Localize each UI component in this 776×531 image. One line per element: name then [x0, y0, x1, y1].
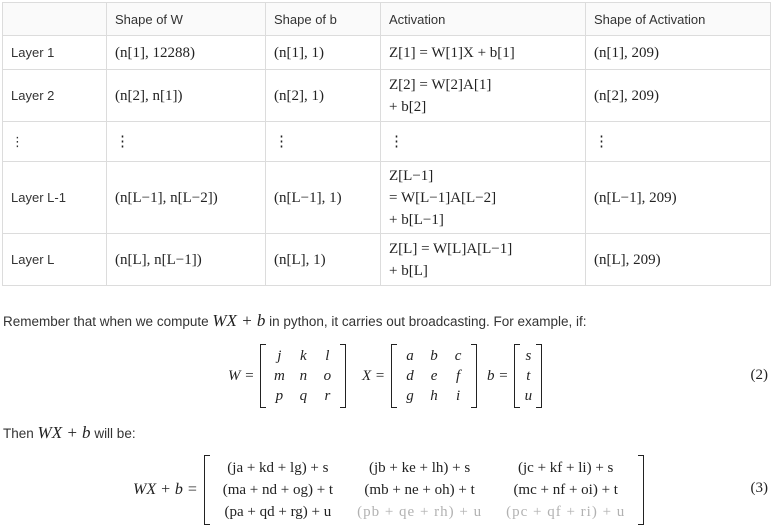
table-header-row — [3, 3, 771, 36]
paragraph-text: Remember that when we compute — [3, 314, 213, 329]
activation-formula — [381, 234, 586, 286]
activation-line: Z[1] = W[1]X + b[1] — [389, 44, 515, 61]
activation-line: + b[L−1] — [389, 211, 444, 228]
matrix-w-label: W = — [228, 367, 255, 384]
vector-b-body — [514, 344, 542, 408]
w-shape: (n[L], n[L−1]) — [107, 234, 266, 286]
matrix-cell: q — [299, 388, 308, 404]
matrix-cell: j — [277, 348, 282, 364]
matrix-cell: a — [406, 348, 414, 364]
activation-formula — [381, 70, 586, 122]
result-matrix-label: WX + b = — [133, 481, 198, 498]
inline-formula: WX + b — [212, 311, 266, 330]
matrix-cell: (pb + qe + rh) + u — [357, 504, 483, 520]
paragraph-text: in python, it carries out broadcasting. For example, if: — [265, 314, 587, 329]
matrix-cell: p — [275, 388, 284, 404]
w-shape: (n[2], n[1]) — [107, 70, 266, 122]
matrix-cell: b — [430, 348, 438, 364]
w-shape: (n[1], 12288) — [107, 36, 266, 70]
b-shape: ⋮ — [266, 122, 381, 162]
matrix-cell: d — [406, 368, 414, 384]
table-row — [3, 36, 771, 70]
activation-line: ⋮ — [389, 133, 404, 150]
matrix-w-body — [260, 344, 346, 408]
matrix-cell: (mb + ne + oh) + t — [364, 482, 475, 498]
matrix-cell: o — [323, 368, 332, 384]
activation-line: Z[L−1] — [389, 167, 434, 184]
dimensions-table — [2, 2, 771, 286]
matrix-cell: (pa + qd + rg) + u — [224, 504, 332, 520]
layer-name: ⋮ — [3, 122, 107, 162]
activation-shape: (n[2], 209) — [586, 70, 771, 122]
activation-line: = W[L−1]A[L−2] — [389, 189, 497, 206]
header-shape-w: Shape of W — [107, 3, 266, 36]
header-activation: Activation — [381, 3, 586, 36]
activation-formula — [381, 162, 586, 234]
layer-name: Layer L-1 — [3, 162, 107, 234]
activation-shape: (n[L], 209) — [586, 234, 771, 286]
vector-b — [487, 344, 542, 408]
matrix-cell: m — [273, 368, 285, 384]
matrix-x-body — [391, 344, 477, 408]
layer-name: Layer 1 — [3, 36, 107, 70]
activation-shape: ⋮ — [586, 122, 771, 162]
matrix-cell: u — [524, 388, 533, 404]
matrix-cell: r — [324, 388, 331, 404]
matrix-cell: l — [325, 348, 330, 364]
table-row — [3, 122, 771, 162]
b-shape: (n[2], 1) — [266, 70, 381, 122]
matrix-cell: k — [300, 348, 307, 364]
matrix-x — [362, 344, 477, 408]
matrix-cell: t — [526, 368, 531, 384]
activation-shape: (n[L−1], 209) — [586, 162, 771, 234]
paragraph-text: Then — [3, 426, 38, 441]
matrix-cell: (ja + kd + lg) + s — [227, 460, 329, 476]
activation-line: Z[2] = W[2]A[1] — [389, 76, 492, 93]
matrix-cell: f — [455, 368, 461, 384]
b-shape: (n[L−1], 1) — [266, 162, 381, 234]
matrix-cell: h — [430, 388, 438, 404]
vector-b-label: b = — [487, 367, 509, 384]
matrix-cell: c — [454, 348, 462, 364]
layer-name: Layer L — [3, 234, 107, 286]
equation-number: (3) — [750, 480, 768, 496]
activation-formula — [381, 36, 586, 70]
matrix-cell: g — [406, 388, 414, 404]
matrix-cell: i — [455, 388, 461, 404]
layer-name: Layer 2 — [3, 70, 107, 122]
header-shape-b: Shape of b — [266, 3, 381, 36]
inline-formula: WX + b — [37, 423, 91, 442]
matrix-cell: (pc + qf + ri) + u — [506, 504, 626, 520]
b-shape: (n[L], 1) — [266, 234, 381, 286]
equation-number: (2) — [750, 367, 768, 383]
activation-line: Z[L] = W[L]A[L−1] — [389, 240, 513, 257]
activation-shape: (n[1], 209) — [586, 36, 771, 70]
paragraph-text: will be: — [90, 426, 136, 441]
result-intro-paragraph — [3, 423, 136, 443]
header-shape-activation: Shape of Activation — [586, 3, 771, 36]
matrix-w — [228, 344, 346, 408]
matrix-cell: (jc + kf + li) + s — [518, 460, 614, 476]
header-layer — [3, 3, 107, 36]
activation-line: + b[L] — [389, 262, 428, 279]
b-shape: (n[1], 1) — [266, 36, 381, 70]
matrix-cell: (ma + nd + og) + t — [222, 482, 334, 498]
matrix-cell: s — [525, 348, 532, 364]
matrix-x-label: X = — [362, 367, 386, 384]
matrix-cell: (mc + nf + oi) + t — [513, 482, 618, 498]
broadcast-intro-paragraph — [3, 311, 587, 331]
table-row — [3, 234, 771, 286]
activation-formula — [381, 122, 586, 162]
table-row — [3, 162, 771, 234]
result-matrix — [133, 455, 644, 525]
matrix-cell: (jb + ke + lh) + s — [368, 460, 471, 476]
w-shape: (n[L−1], n[L−2]) — [107, 162, 266, 234]
matrix-cell: n — [299, 368, 308, 384]
table-row — [3, 70, 771, 122]
result-matrix-body — [204, 455, 645, 525]
activation-line: + b[2] — [389, 98, 427, 115]
matrix-cell: e — [430, 368, 438, 384]
w-shape: ⋮ — [107, 122, 266, 162]
